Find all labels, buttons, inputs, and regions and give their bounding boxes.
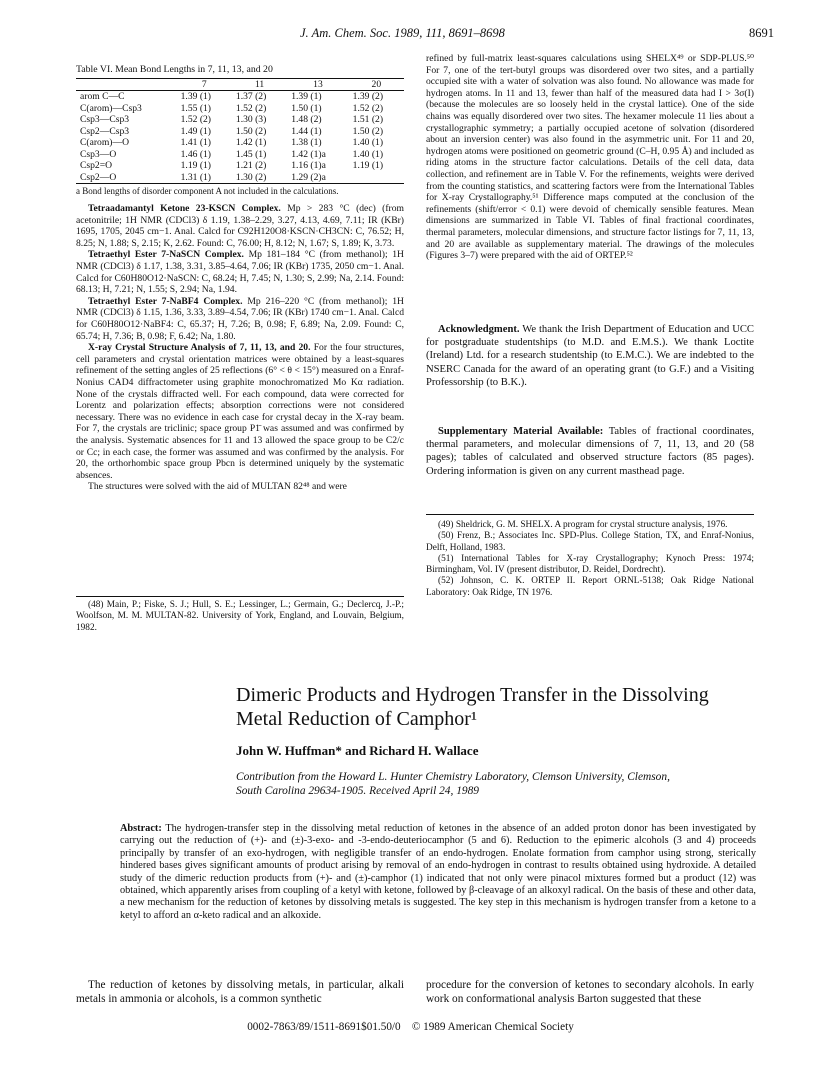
row-label: arom C—C	[80, 91, 125, 103]
row-label: Csp2=O	[80, 160, 113, 172]
abstract	[120, 823, 756, 922]
footnote-rule	[76, 596, 404, 597]
col-header: 11	[254, 78, 265, 90]
table-cell: 1.52 (2)	[352, 102, 384, 114]
table-cell: 1.45 (1)	[235, 148, 267, 160]
row-label: Csp3—O	[80, 148, 117, 160]
table-cell: 1.40 (1)	[352, 137, 384, 149]
row-label: C(arom)—O	[80, 137, 130, 149]
col-header: 7	[201, 78, 207, 90]
row-label: Csp2—Csp3	[80, 125, 130, 137]
table-cell: 1.51 (2)	[352, 114, 384, 126]
ack-heading: Acknowledgment.	[438, 324, 520, 335]
table-footnote: a Bond lengths of disorder component A not included in the calculations.	[76, 186, 339, 197]
table-cell: 1.40 (1)	[352, 148, 384, 160]
reference: (50) Frenz, B.; Associates Inc. SPD-Plus. College Station, TX, and Enraf-Nonius, Delft, Holland, 1983.	[426, 531, 754, 553]
row-label: Csp2—O	[80, 171, 117, 183]
table-row	[76, 160, 404, 172]
paragraph	[76, 296, 404, 342]
table-cell: 1.30 (2)	[235, 171, 267, 183]
col-header	[76, 79, 177, 91]
page-number: 8691	[749, 26, 774, 40]
paragraph	[76, 342, 404, 481]
reference: (51) International Tables for X-ray Crystallography; Kynoch Press: 1974; Birmingham, Vol. IV (present distributor, D. Reidel, Dordrecht).	[426, 553, 754, 576]
table-cell: 1.31 (1)	[180, 171, 211, 183]
table-row	[76, 126, 404, 138]
paragraph	[76, 249, 404, 295]
table-cell: 1.41 (1)	[180, 137, 211, 149]
article-authors: John W. Huffman* and Richard H. Wallace	[236, 743, 479, 758]
paragraph-heading: Tetraadamantyl Ketone 23-KSCN Complex.	[88, 203, 281, 215]
table-cell: 1.44 (1)	[291, 125, 322, 137]
article-affiliation: Contribution from the Howard L. Hunter Chemistry Laboratory, Clemson University, Clemson, South Carolina 29634-1905. Received April 24, 1989	[236, 771, 670, 797]
table-cell: 1.38 (1)	[291, 137, 322, 149]
abstract-heading: Abstract:	[120, 823, 162, 834]
table-row	[76, 114, 404, 126]
page-footer	[0, 1021, 821, 1033]
reference-48	[76, 600, 404, 634]
table-cell: 1.46 (1)	[180, 148, 211, 160]
paragraph: The structures were solved with the aid of MULTAN 82⁴⁸ and were	[88, 481, 347, 493]
table-row	[76, 103, 404, 115]
table-cell: 1.49 (1)	[180, 125, 211, 137]
reference-text: (48) Main, P.; Fiske, S. J.; Hull, S. E.; Lessinger, L.; Germain, G.; Declercq, J.-P.; Woolfson, M. M. MULTAN-82. University of York, England, and Louvain, Belgium, 1982.	[76, 600, 404, 633]
table-cell: 1.19 (1)	[180, 160, 211, 172]
table-cell: 1.48 (2)	[291, 114, 322, 126]
paragraph	[76, 203, 404, 249]
table-cell: 1.50 (2)	[352, 125, 384, 137]
paragraph-text: Mp 181–184 °C (from methanol); 1H NMR (CDCl3) δ 1.17, 1.38, 3.31, 3.85–4.64, 7.06; IR (KBr) 1735, 2050 cm−1. Anal. Calcd for C60H80O12·NaSCN: C, 68.24; H, 7.45; N, 1.30; S, 2.99; Na, 2.14. Found: 68.13; H, 7.21; N, 1.55; S, 2.94; Na, 1.94.	[76, 249, 404, 296]
table-cell: 1.42 (1)	[235, 137, 267, 149]
table-cell: 1.37 (2)	[235, 91, 267, 103]
body-left: The reduction of ketones by dissolving metals, in particular, alkali metals in ammonia or alcohols, is a common synthetic	[76, 979, 404, 1005]
paragraph-text: Mp > 283 °C (dec) (from acetonitrile; 1H NMR (CDCl3) δ 1.19, 1.38–2.29, 3.27, 4.13, 4.69, 7.11; IR (KBr) 1695, 1705, 2045 cm−1. Anal. Calcd for C92H120O8·KSCN·CH3CN: C, 76.52; H, 8.25; N, 1.88; S, 2.15; K, 2.62. Found: C, 76.00; H, 8.12; N, 1.67; S, 1.89; K, 3.73.	[76, 203, 404, 249]
supp-text: Tables of fractional coordinates, thermal parameters, and molecular dimensions of 7, 11, 13, and 20 (58 pages); tables of calculated and observed structure factors (85 pages). Ordering information is given on any current masthead page.	[426, 426, 754, 477]
copyright: © 1989 American Chemical Society	[411, 1021, 574, 1033]
table-cell: 1.52 (2)	[180, 114, 211, 126]
table-cell: 1.30 (3)	[235, 114, 267, 126]
table-cell: 1.55 (1)	[180, 102, 211, 114]
table-row	[76, 149, 404, 161]
row-label: Csp3—Csp3	[80, 114, 130, 126]
paragraph-text: For the four structures, cell parameters and crystal orientation matrices were obtained by a least-squares refinement of the setting angles of 25 reflections (6° < θ < 15°) measured on a Enraf-Nonius CAD4 diffractometer using graphite monochromatized Mo Kα radiation. None of the crystals diffracted well. For each compound, data were corrected for Lorentz and polarization effects; absorption corrections were not considered necessary. There was no evidence in each case for crystal decay in the X-ray beam. For 7, the crystals are triclinic; space group P1̄ was assumed and was confirmed by the analysis. Systematic absences for 11 and 13 allowed the space group to be C2/c or Cc; in each case, the former was assumed and was confirmed by the analysis. For 20, the orthorhombic space group Pbcn is determined uniquely by the systematic absences.	[76, 342, 404, 481]
table-cell: 1.21 (2)	[235, 160, 267, 172]
reference: (52) Johnson, C. K. ORTEP II. Report ORNL-5138; Oak Ridge National Laboratory: Oak Ridge, TN 1976.	[426, 576, 754, 598]
paragraph: refined by full-matrix least-squares calculations using SHELX⁴⁹ or SDP-PLUS.⁵⁰ For 7, one of the tert-butyl groups was disordered over two sites, and a partially occupied site with a water of solvation was also found. No allowance was made for hydrogen atoms. In 11 and 13, fewer than half of the measured data had I > 3σ(I) (because the molecules are so loosely held in the crystal lattice). One of the side chains was equally disordered over two sites. The hexamer molecule 11 lies about a crystallographic symmetry; a partially occupied acetone of solvation (disordered about an inversion center) was also found in the asymmetric unit. For 11 and 20, hydrogen atoms were positioned on geometric ground (C–H, 0.95 Å) and included as riding atoms in the structure factor calculations. Details of the cell data, data collection, and refinement are in Table V. For the refinements, weights were derived from the counting statistics, and scattering factors were from the International Tables for X-ray Crystallography.⁵¹ Difference maps computed at the conclusion of the refinements (shift/error < 0.1) were devoid of chemically sensible features. Mean dimensions are summarized in Table VI. Tables of final fractional coordinates, thermal parameters, molecular dimensions, and structure factor listings for 7, 11, 13, and 20 are available as supplementary material. The drawings of the molecules (Figures 3–7) were prepared with the aid of ORTEP.⁵²	[426, 53, 754, 262]
paragraph-text: Mp 216–220 °C (from methanol); 1H NMR (CDCl3) δ 1.15, 1.36, 3.33, 3.89–4.54, 7.06; IR (KBr) 1740 cm−1. Anal. Calcd for C60H80O12·NaBF4: C, 65.37; H, 7.26; B, 0.98; F, 6.89; Na, 2.09. Found: C, 65.74; H, 7.36; B, 0.98; F, 6.42; Na, 1.80.	[76, 295, 404, 342]
table-cell: 1.39 (1)	[180, 91, 211, 103]
body-right: procedure for the conversion of ketones to secondary alcohols. In early work on conformational analysis Barton suggested that these	[426, 979, 754, 1005]
table-row	[76, 137, 404, 149]
supplementary-material	[426, 425, 754, 478]
table-cell: 1.16 (1)a	[291, 160, 326, 172]
table-cell: 1.29 (2)a	[291, 171, 326, 183]
right-column	[426, 53, 754, 262]
table-cell: 1.42 (1)a	[291, 148, 326, 160]
table-header-row	[76, 79, 404, 91]
supp-heading: Supplementary Material Available:	[438, 426, 604, 437]
table-caption: Table VI. Mean Bond Lengths in 7, 11, 13, and 20	[76, 64, 273, 75]
ack-text: We thank the Irish Department of Education and UCC for postgraduate studentships (to M.D. and E.M.S.). We thank Loctite (Ireland) Ltd. for a research studentship (to E.M.C.). We are indebted to the NSERC Canada for the award of an operating grant (to G.F.) and a Visiting Professorship (to B.K.).	[426, 324, 754, 388]
left-column	[76, 64, 404, 493]
table-body	[76, 91, 404, 184]
bond-length-table	[76, 79, 404, 185]
table-cell: 1.39 (1)	[291, 91, 322, 103]
paragraph-heading: Tetraethyl Ester 7-NaBF4 Complex.	[88, 295, 243, 307]
table-cell: 1.50 (2)	[235, 125, 267, 137]
reference: (49) Sheldrick, G. M. SHELX. A program for crystal structure analysis, 1976.	[438, 520, 728, 530]
acknowledgment	[426, 323, 754, 389]
table-cell: 1.52 (2)	[235, 102, 267, 114]
col-header: 20	[371, 78, 382, 90]
article-code: 0002-7863/89/1511-8691$01.50/0	[247, 1021, 401, 1033]
table-row	[76, 172, 404, 184]
table-cell: 1.39 (2)	[352, 91, 384, 103]
table-cell	[349, 172, 404, 184]
article-title: Dimeric Products and Hydrogen Transfer in the Dissolving Metal Reduction of Camphor¹	[236, 684, 709, 730]
paragraph-heading: X-ray Crystal Structure Analysis of 7, 11, 13, and 20.	[88, 342, 311, 354]
table-row	[76, 91, 404, 103]
table-cell: 1.50 (1)	[291, 102, 322, 114]
journal-citation: J. Am. Chem. Soc. 1989, 111, 8691–8698	[300, 26, 505, 40]
paragraph-heading: Tetraethyl Ester 7-NaSCN Complex.	[88, 249, 244, 261]
references-list	[426, 520, 754, 599]
abstract-text: The hydrogen-transfer step in the dissolving metal reduction of ketones in the absence of an added proton donor has been investigated by carrying out the reduction of (+)- and (±)-3-exo- and -3-endo-deuteriocamphor (5 and 6). Reduction to the epimeric alcohols (3 and 4) proceeds principally by transfer of an exo-hydrogen, with negligible transfer of an endo-hydrogen. Enolate formation from camphor using strong, sterically hindered bases gives significant amounts of product arising by removal of an endo-hydrogen in contrast to results obtained using hydroxide. A detailed study of the dimeric reduction products from (+)- and (±)-camphor (1) indicated that not only were pinacol mixtures formed but a product (12) was obtained, which apparently arises from coupling of a ketyl with ketone, followed by β-cleavage of an alkoxyl radical. On the basis of these and other data, a new mechanism for the reduction of ketones by dissolving metals is suggested. The key step in this mechanism is hydrogen transfer from a ketone to a ketyl to afford an α-keto radical and an alkoxide.	[120, 823, 757, 921]
footnote-rule	[426, 514, 754, 515]
row-label: C(arom)—Csp3	[80, 102, 142, 114]
col-header: 13	[313, 78, 323, 90]
table-cell: 1.19 (1)	[352, 160, 384, 172]
